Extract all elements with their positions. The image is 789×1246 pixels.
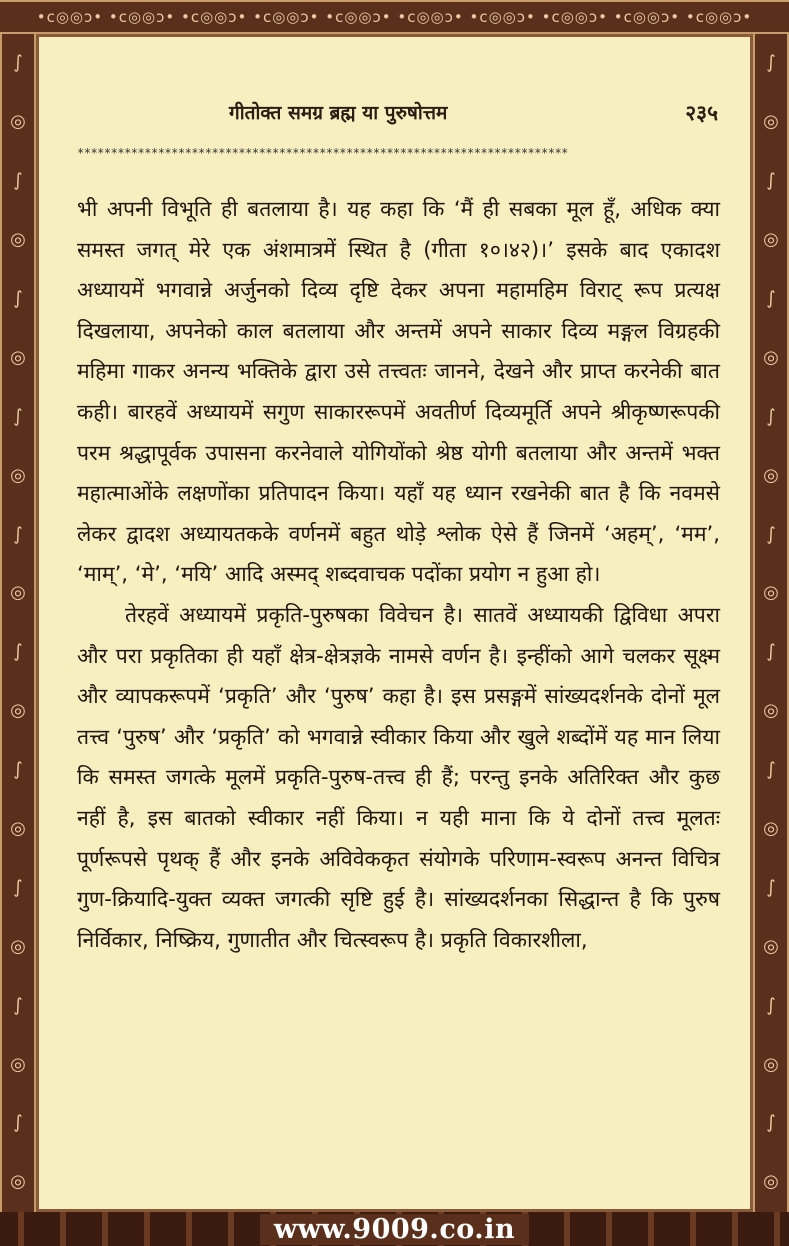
page-number: २३५ [685, 100, 718, 125]
website-url[interactable]: www.9009.co.in [260, 1214, 529, 1245]
body-text [77, 189, 720, 960]
left-border: ∫ ◎ ∫ ◎ ∫ ◎ ∫ ◎ ∫ ◎ ∫ ◎ ∫ ◎ ∫ ◎ ∫ ◎ ∫ ◎ [0, 34, 36, 1212]
paragraph: तेरहवें अध्यायमें प्रकृति-पुरुषका विवेचन है। सातवें अध्यायकी द्विविधा अपरा और परा प्रकृतिका ही यहाँ क्षेत्र-क्षेत्रज्ञके नामसे वर्णन है। इन्हींको आगे चलकर सूक्ष्म और व्यापकरूपमें ‘प्रकृति’ और ‘पुरुष’ कहा है। इस प्रसङ्गमें सांख्यदर्शनके दोनों मूल तत्त्व ‘पुरुष’ और ‘प्रकृति’ को भगवान्ने स्वीकार किया और खुले शब्दोंमें यह मान लिया कि समस्त जगत्के मूलमें प्रकृति-पुरुष-तत्त्व ही हैं; परन्तु इनके अतिरिक्त और कुछ नहीं है, इस बातको स्वीकार नहीं किया। न यही माना कि ये दोनों तत्त्व मूलतः पूर्णरूपसे पृथक् हैं और इनके अविवेककृत संयोगके परिणाम-स्वरूप अनन्त विचित्र गुण-क्रियादि-युक्त व्यक्त जगत्की सृष्टि हुई है। सांख्यदर्शनका सिद्धान्त है कि पुरुष निर्विकार, निष्क्रिय, गुणातीत और चित्स्वरूप है। प्रकृति विकारशीला, [77, 601, 720, 952]
page-header [39, 99, 750, 133]
running-title: गीतोक्त समग्र ब्रह्म या पुरुषोत्तम [229, 102, 448, 124]
right-border: ∫ ◎ ∫ ◎ ∫ ◎ ∫ ◎ ∫ ◎ ∫ ◎ ∫ ◎ ∫ ◎ ∫ ◎ ∫ ◎ [753, 34, 789, 1212]
book-page [36, 34, 753, 1212]
paragraph: भी अपनी विभूति ही बतलाया है। यह कहा कि ‘मैं ही सबका मूल हूँ, अधिक क्या समस्त जगत् मेरे एक अंशमात्रमें स्थित है (गीता १०।४२)।’ इसके बाद एकादश अध्यायमें भगवान्ने अर्जुनको दिव्य दृष्टि देकर अपना महामहिम विराट् रूप प्रत्यक्ष दिखलाया, अपनेको काल बतलाया और अन्तमें अपने साकार दिव्य मङ्गल विग्रहकी महिमा गाकर अनन्य भक्तिके द्वारा उसे तत्त्वतः जानने, देखने और प्राप्त करनेकी बात कही। बारहवें अध्यायमें सगुण साकाररूपमें अवतीर्ण दिव्यमूर्ति अपने श्रीकृष्णरूपकी परम श्रद्धापूर्वक उपासना करनेवाले योगियोंको श्रेष्ठ योगी बतलाया और अन्तमें भक्त महात्माओंके लक्षणोंका प्रतिपादन किया। यहाँ यह ध्यान रखनेकी बात है कि नवमसे लेकर द्वादश अध्यायतकके वर्णनमें बहुत थोड़े श्लोक ऐसे हैं जिनमें ‘अहम्’, ‘मम’, ‘माम्’, ‘मे’, ‘मयि’ आदि अस्मद् शब्दवाचक पदोंका प्रयोग न हुआ हो। [77, 196, 720, 587]
top-border [0, 0, 789, 34]
asterisk-separator: ************************************************************************* [77, 147, 568, 159]
top-border-ornament: •c◎◎ɔ• •c◎◎ɔ• •c◎◎ɔ• •c◎◎ɔ• •c◎◎ɔ• •c◎◎ɔ• •c◎◎ɔ• •c◎◎ɔ• •c◎◎ɔ• •c◎◎ɔ• [36, 8, 753, 26]
